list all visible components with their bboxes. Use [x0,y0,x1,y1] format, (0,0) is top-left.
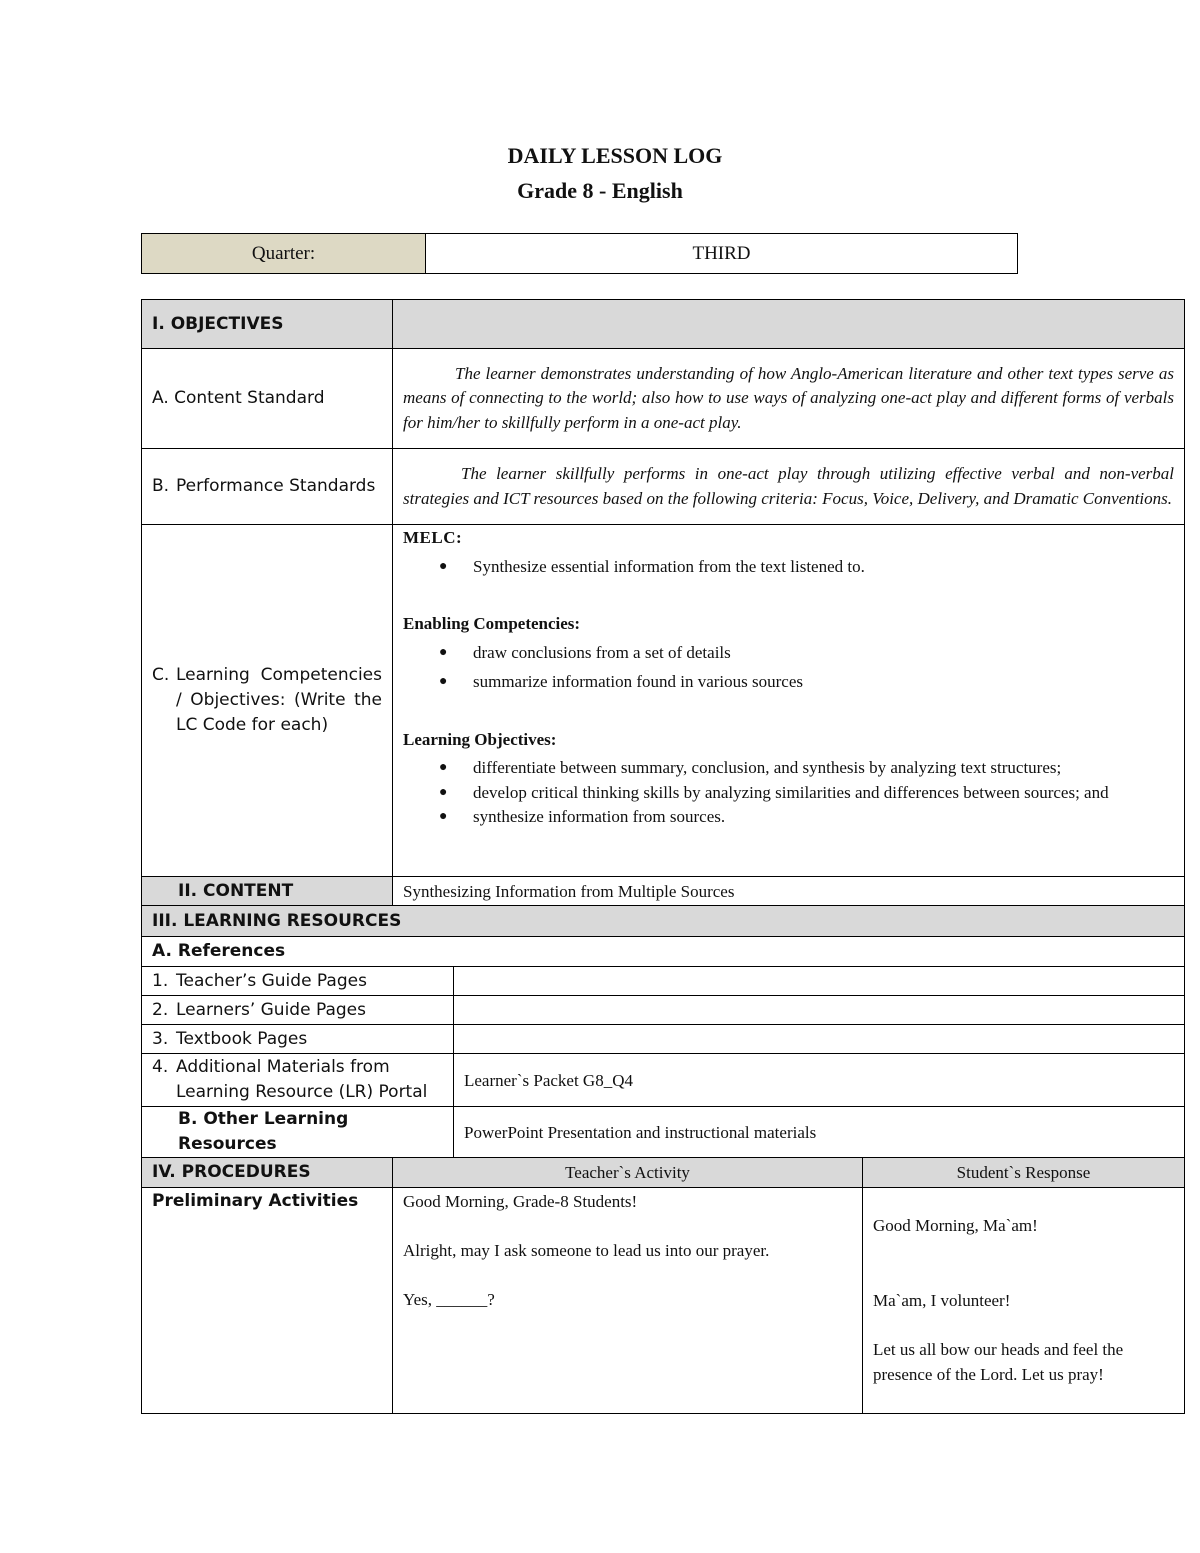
content-heading: II. CONTENT [142,877,393,906]
content-text: Synthesizing Information from Multiple Sources [393,877,1185,906]
learning-resources-heading: III. LEARNING RESOURCES [142,906,1185,937]
reference-row-label [142,996,454,1025]
reference-value [454,996,1185,1025]
student-response-header: Student`s Response [863,1158,1185,1188]
reference-num: 3. [152,1028,169,1049]
document-subtitle: Grade 8 - English [517,178,683,203]
learning-objectives-heading: Learning Objectives: [403,729,557,749]
objectives-heading: I. OBJECTIVES [142,300,393,349]
performance-standards-label-text: Performance Standards [176,476,376,496]
preliminary-activities-label: Preliminary Activities [142,1188,393,1414]
other-resources-label: B. Other Learning Resources [142,1107,454,1158]
lesson-log-table [141,299,1185,1414]
objective-item: ● develop critical thinking skills by analyzing similarities and differences between sources; and [435,781,1174,806]
reference-row-label [142,1054,454,1107]
document-title: DAILY LESSON LOG [507,143,723,168]
reference-num: 2. [152,999,169,1020]
objective-item: ● differentiate between summary, conclusion, and synthesis by analyzing text structures; [435,756,1174,781]
content-standard-text: The learner demonstrates understanding of how Anglo-American literature and other text types serve as means of connecting to the world; also how to use ways of analyzing one-act play and different forms of verbals for him/her to skillfully perform in a one-act play. [393,349,1185,449]
learning-competencies-content [393,525,1185,877]
objective-item: ● synthesize information from sources. [435,805,1174,830]
teacher-line: Good Morning, Grade-8 Students! [403,1192,638,1211]
reference-row-label [142,1025,454,1054]
teacher-line: Yes, ______? [403,1290,495,1309]
enabling-item: ● summarize information found in various sources [435,670,1174,695]
teacher-activity-header: Teacher`s Activity [393,1158,863,1188]
student-response-cell [863,1188,1185,1414]
references-heading: A. References [142,937,1185,967]
quarter-label: Quarter: [142,234,426,274]
student-line: Good Morning, Ma`am! [873,1216,1038,1235]
learning-competencies-label [142,525,393,877]
reference-row-label [142,967,454,996]
reference-value [454,967,1185,996]
teacher-line: Alright, may I ask someone to lead us into our prayer. [403,1241,770,1260]
learning-competencies-label-text: Learning Competencies / Objectives: (Write the LC Code for each) [176,665,382,735]
learning-objectives-list [403,756,1174,830]
reference-value [454,1025,1185,1054]
reference-label: Learners’ Guide Pages [176,999,366,1020]
student-line: Let us all bow our heads and feel the presence of the Lord. Let us pray! [873,1340,1124,1384]
teacher-activity-cell [393,1188,863,1414]
melc-list [403,555,1174,580]
performance-standards-label [142,449,393,525]
melc-item: ● Synthesize essential information from the text listened to. [435,555,1174,580]
enabling-heading: Enabling Competencies: [403,614,581,633]
other-resources-value: PowerPoint Presentation and instructional materials [454,1107,1185,1158]
enabling-item: ● draw conclusions from a set of details [435,641,1174,666]
performance-standards-num: B. [152,476,170,496]
quarter-table [141,233,1018,274]
performance-standards-text: The learner skillfully performs in one-act play through utilizing effective verbal and non-verbal strategies and ICT resources based on the following criteria: Focus, Voice, Delivery, and Dramatic Conventions. [393,449,1185,525]
quarter-value: THIRD [426,234,1018,274]
learning-competencies-num: C. [152,665,170,685]
reference-label: Textbook Pages [176,1028,308,1049]
reference-label: Additional Materials from Learning Resource (LR) Portal [176,1057,428,1102]
reference-label: Teacher’s Guide Pages [176,970,367,991]
objectives-heading-blank [393,300,1185,349]
procedures-heading: IV. PROCEDURES [142,1158,393,1188]
reference-num: 1. [152,970,169,991]
melc-heading: MELC: [403,528,463,547]
content-standard-label: A. Content Standard [142,349,393,449]
student-line: Ma`am, I volunteer! [873,1291,1011,1310]
reference-value: Learner`s Packet G8_Q4 [454,1054,1185,1107]
reference-num: 4. [152,1057,169,1077]
enabling-list [403,641,1174,695]
